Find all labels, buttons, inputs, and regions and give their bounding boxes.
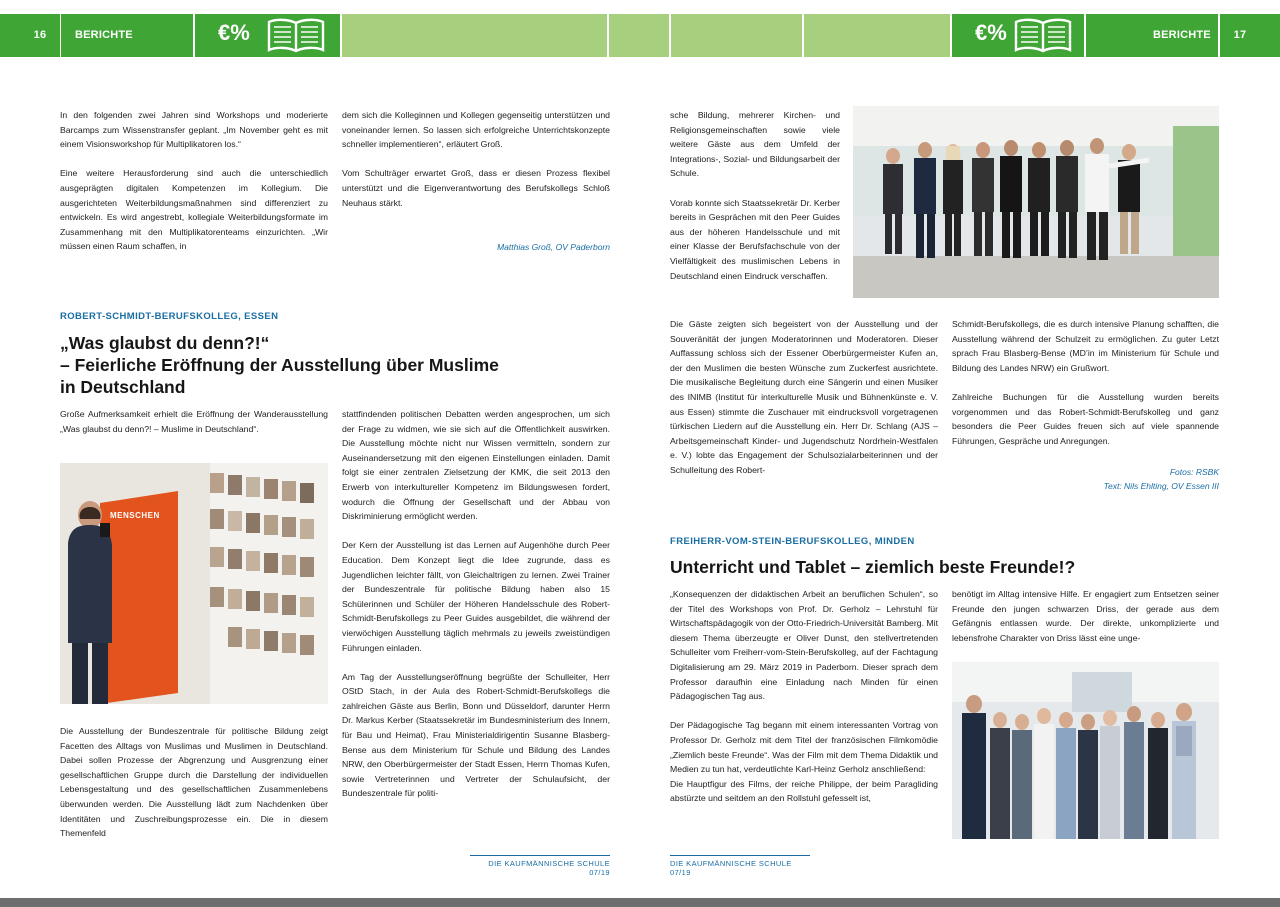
paragraph: sche Bildung, mehrerer Kirchen- und Religionsgemeinschaften sowie viele weitere Gäste aus dem Umfeld der Integrations-, Sozial- und Bildungsarbeit der Schule.	[670, 110, 840, 179]
paragraph: Am Tag der Ausstellungseröffnung begrüßte der Schulleiter, Herr OStD Stach, in der Aula des Robert-Schmidt-Berufskollegs die zahlreichen Gäste aus Berlin, Bonn und Düsseldorf, darunter Herrn Dr. Markus Kerber (Staatssekretär im Bundesministerium des Innern, für Bau und Heimat), Frau Ministerialdirigentin Susanne Blasberg-Bense aus dem Ministerium für Schule und Bildung des Landes NRW, den Oberbürgermeister der Stadt Essen, Herrn Thomas Kufen, sowie Vertreterinnen und Vertreter der Schulaufsicht, der Bundeszentrale für politi-	[342, 671, 610, 799]
visit-group-illustration	[853, 106, 1219, 298]
headline-line: – Feierliche Eröffnung der Ausstellung über Muslime	[60, 355, 499, 375]
author-credit: Matthias Groß, OV Paderborn	[497, 242, 610, 252]
article-kicker: FREIHERR-VOM-STEIN-BERUFSKOLLEG, MINDEN	[670, 536, 915, 547]
paragraph: Vom Schulträger erwartet Groß, dass er diesen Prozess flexibel unterstützt und die Eigenverantwortung des Berufskollegs Schloß Neuhaus stärkt.	[342, 168, 610, 208]
open-book-icon	[1013, 17, 1073, 55]
intro-column-2	[342, 108, 610, 210]
paragraph: Schmidt-Berufskollegs, die es durch intensive Planung schafften, die Ausstellung während der Schulzeit zu ermöglichen. Zu guter Letzt sprach Frau Blasberg-Bense (MD’in im Ministerium für Schule und Bildung des Landes NRW) ein Grußwort.	[952, 319, 1219, 373]
band-light-4	[804, 14, 950, 57]
visit-group-photo	[853, 106, 1219, 298]
intro-column-1	[60, 108, 328, 254]
page-number-left: 16	[33, 29, 47, 41]
article-headline	[60, 332, 580, 398]
article-column-1	[60, 724, 328, 841]
paragraph: „Konsequenzen der didaktischen Arbeit an beruflichen Schulen“, so der Titel des Workshops von Prof. Dr. Gerholz – Lehrstuhl für Wirtschaftspädagogik von der Otto-Friedrich-Universität Bamberg. Mit diesem Thema überzeugte er Oliver Dunst, den stellvertretenden Schulleiter vom Freiherr-vom-Stein-Berufskolleg, auf der Fachtagung Digitalisierung am 29. März 2019 in Paderborn. Dieser sprach dem Professor daraufhin eine Einladung nach Minden für einen Pädagogischen Tag aus.	[670, 589, 938, 702]
section-label-right: BERICHTE	[1153, 29, 1211, 41]
continued-column-short	[670, 108, 840, 283]
paragraph: dem sich die Kolleginnen und Kollegen gegenseitig unterstützen und voneinander lernen. So lassen sich erfolgreiche Unterrichtskonzepte schneller implementieren“, erläutert Groß.	[342, 110, 610, 150]
page-footer-left: DIE KAUFMÄNNISCHE SCHULE 07/19	[470, 855, 610, 877]
paragraph: Der Kern der Ausstellung ist das Lernen auf Augenhöhe durch Peer Education. Dem Konzept liegt die Idee zugrunde, dass es Jugendlichen leichter fällt, von Gleichaltrigen zu lernen. Zwei Trainer der Bundeszentrale für politische Bildung haben also 15 Schülerinnen und Schüler der Höheren Handelsschule des Robert-Schmidt-Berufskollegs zu Peer Guides ausgebildet, die während der vierwöchigen Ausstellung täglich mehrmals zu jeweils zweistündigen Führungen einladen.	[342, 540, 610, 653]
exhibition-illustration	[60, 463, 328, 704]
exhibition-sign-text: MENSCHEN	[110, 511, 160, 520]
publication-logo-right	[975, 16, 1085, 56]
paragraph: In den folgenden zwei Jahren sind Workshops und moderierte Barcamps zum Wissenstransfer geplant. „Im November geht es mit einem Visionsworkshop für Multiplikatoren los.“	[60, 110, 328, 150]
page-number-right: 17	[1233, 29, 1247, 41]
paragraph: Vorab konnte sich Staatssekretär Dr. Kerber bereits in Gesprächen mit den Peer Guides aus der höheren Handelsschule und mit einer Klasse der Berufsfachschule von der Vielfältigkeit des muslimischen Lebens in Deutschland einen Eindruck verschaffen.	[670, 197, 840, 281]
open-book-icon	[266, 17, 326, 55]
headline-line: „Was glaubst du denn?!“	[60, 333, 270, 353]
article-lead	[60, 407, 328, 436]
article-headline: Unterricht und Tablet – ziemlich beste Freunde!?	[670, 557, 1076, 577]
publication-logo-left	[218, 16, 328, 56]
band-light-1	[342, 14, 607, 57]
article-kicker: ROBERT-SCHMIDT-BERUFSKOLLEG, ESSEN	[60, 311, 279, 322]
continued-column-2	[952, 317, 1219, 448]
paragraph: Große Aufmerksamkeit erhielt die Eröffnung der Wanderausstellung „Was glaubst du denn?! – Muslime in Deutschland“.	[60, 409, 328, 434]
article-column-2	[952, 587, 1219, 645]
exhibition-photo	[60, 463, 328, 704]
paragraph: Die Hauptfigur des Films, der reiche Philippe, der beim Paragliding abstürzte und seitdem an den Rollstuhl gefesselt ist,	[670, 778, 938, 804]
band-light-2	[609, 14, 669, 57]
article-column-2	[342, 407, 610, 801]
band-light-3	[671, 14, 802, 57]
paragraph: Die Ausstellung der Bundeszentrale für politische Bildung zeigt Facetten des Alltags von Muslimas und Muslimen in Deutschland. Dabei sollen Prozesse der Abgrenzung und Ausgrenzung einer gesellschaftlichen Gruppe durch die Darstellung der individuellen Lebensgestaltung und des gesellschaftlichen Zusammenlebens überwunden werden. Die Ausstellung lädt zum Nachdenken über Identitäten und Zuschreibungsprozesse ein. Die in diesem Themenfeld	[60, 726, 328, 839]
continued-column-1	[670, 317, 938, 478]
paragraph: Zahlreiche Buchungen für die Ausstellung wurden bereits vorgenommen und das Robert-Schmidt-Berufskolleg und ganz besonders die Peer Guides freuen sich auf viele spannende Führungen, Gespräche und Anregungen.	[952, 391, 1219, 446]
bottom-rule	[0, 898, 1280, 907]
section-label-left: BERICHTE	[75, 29, 133, 41]
euro-percent-mark: €%	[218, 20, 250, 45]
paragraph: Die Gäste zeigten sich begeistert von der Ausstellung und der Souveränität der jungen Moderatorinnen und Moderatoren. Dieser Auffassung schloss sich der Essener Oberbürgermeister Kufen an, der den Muslimen die besten Wünsche zum Zuckerfest ausrichtete. Die musikalische Begleitung durch eine Sängerin und einen Musiker des INIMB (Institut für interkulturelle Musik und Bühnenkünste e. V. aus Essen) stimmte die Zuschauer mit eindrucksvoll vorgetragenen türkischen Liedern auf die Ausstellung ein. Herr Dr. Schlang (AJS – Arbeitsgemeinschaft Kinder- und Jugendschutz Nordrhein-Westfalen e. V.) lobte das Engagement der Schulsozialarbeiterinnen und der Schulleitung des Robert-	[670, 319, 938, 475]
page-footer-right: DIE KAUFMÄNNISCHE SCHULE 07/19	[670, 855, 810, 877]
paragraph: stattfindenden politischen Debatten werden angesprochen, um sich der Frage zu widmen, wie sie sich auf die Öffentlichkeit auswirken. Die Ausstellung möchte nicht nur Wissen vermitteln, sondern zur Auseinandersetzung mit den eigenen Einstellungen einladen. Damit folgt sie einer zentralen Zielsetzung der KMK, die seit 2013 den Erwerb von interkultureller Kompetenz im Bildungswesen fordert, wodurch die Öffnung der Gesellschaft und der Abbau von Diskriminierung ermöglicht werden.	[342, 409, 610, 522]
headline-line: in Deutschland	[60, 377, 186, 397]
staff-group-photo	[952, 662, 1219, 839]
staff-group-illustration	[952, 662, 1219, 839]
paragraph: benötigt im Alltag intensive Hilfe. Er engagiert zum Entsetzen seiner Freunde den jungen schwarzen Driss, der gerade aus dem Gefängnis entlassen wurde. Der direkte, unkomplizierte und lebensfrohe Charakter von Driss lässt eine unge-	[952, 589, 1219, 643]
photo-credit: Fotos: RSBK	[1169, 467, 1219, 477]
text-credit: Text: Nils Ehlting, OV Essen III	[1103, 481, 1219, 491]
euro-percent-mark: €%	[975, 20, 1007, 45]
paragraph: Der Pädagogische Tag begann mit einem interessanten Vortrag von Professor Dr. Gerholz mit dem Titel der französischen Filmkomödie „Ziemlich beste Freunde“. Was der Film mit dem Thema Didaktik und Medien zu tun hat, verdeutlichte Karl-Heinz Gerholz anschließend:	[670, 720, 938, 775]
paragraph: Eine weitere Herausforderung sind auch die unterschiedlich ausgeprägten digitalen Kompetenzen im Kollegium. Die ausgerichteten Weiterbildungsmaßnahmen sind differenziert zu entwickeln. Es wird angestrebt, kollegiale Weiterbildungsformate im Zusammenhang mit den Multiplikatorenteams einzurichten. „Wir müssen einen Raum schaffen, in	[60, 168, 328, 252]
article-column-1	[670, 587, 938, 806]
